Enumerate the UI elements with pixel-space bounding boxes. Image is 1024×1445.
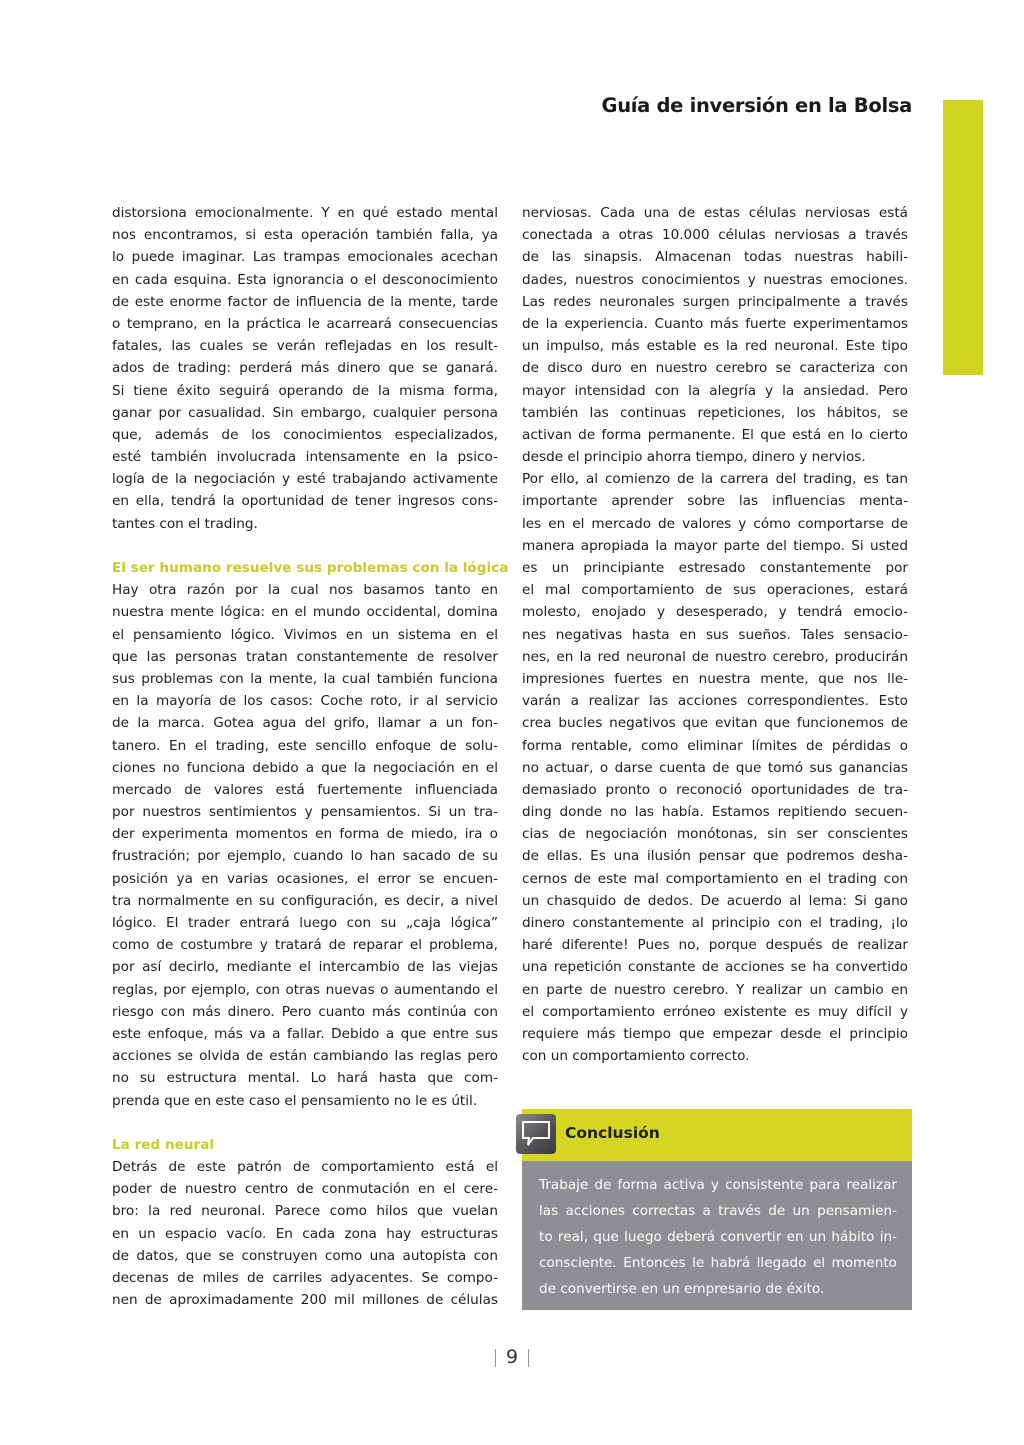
- text-line: reglas, por ejemplo, con otras nuevas o aumentando el: [112, 981, 498, 998]
- text-line: por nuestros sentimientos y pensamientos. Si un tra-: [112, 804, 498, 821]
- text-line: importante aprender sobre las influencias menta-: [522, 493, 908, 510]
- paragraph: [112, 579, 498, 1112]
- text-line: ganar por casualidad. Sin embargo, cualquier persona: [112, 404, 498, 421]
- running-header-title: Guía de inversión en la Bolsa: [601, 94, 912, 117]
- text-line: riesgo con más dinero. Pero cuanto más continúa con: [112, 1003, 498, 1020]
- text-line: frustración; por ejemplo, cuando lo han sacado de su: [112, 848, 498, 865]
- text-line: con un comportamiento correcto.: [522, 1048, 750, 1065]
- conclusion-text: [539, 1172, 897, 1302]
- text-line: mercado de valores está fuertemente influenciada: [112, 781, 498, 798]
- text-line: lógico. El trader entrará luego con su „caja lógica”: [112, 915, 498, 931]
- text-line: consciente. Entonces le habrá llegado el momento: [539, 1255, 897, 1271]
- text-line: tantes con el trading.: [112, 515, 258, 532]
- text-line: no actuar, o darse cuenta de que tomó sus ganancias: [522, 759, 908, 776]
- text-line: les en el mercado de valores y cómo comportarse de: [522, 515, 908, 532]
- speech-bubble-icon: [516, 1114, 556, 1154]
- page-number-value: 9: [505, 1346, 519, 1368]
- text-line: Detrás de este patrón de comportamiento está el: [112, 1159, 498, 1176]
- text-line: nuestra mente lógica: en el mundo occidental, domina: [112, 604, 498, 621]
- paragraph: [112, 202, 498, 535]
- paragraph-spacer: [112, 1112, 498, 1134]
- left-column: [112, 202, 509, 1311]
- paragraph-spacer: [112, 535, 498, 557]
- text-line: dinero constantemente al principio con el trading, ¡lo: [522, 915, 908, 931]
- text-line: Por ello, al comienzo de la carrera del trading, es tan: [522, 471, 908, 488]
- text-line: ados de trading: perderá más dinero que se ganará.: [112, 360, 498, 377]
- text-line: nerviosas. Cada una de estas células nerviosas está: [522, 205, 908, 221]
- text-line: de convertirse en un empresario de éxito.: [539, 1281, 825, 1297]
- page-number: [480, 1346, 544, 1368]
- text-line: en un espacio vacío. En cada zona hay estructuras: [112, 1225, 498, 1242]
- text-line: acciones se olvida de están cambiando las reglas pero: [112, 1048, 498, 1065]
- text-line: nes, en la red neuronal de nuestro cerebro, producirán: [522, 648, 908, 665]
- text-line: de disco duro en nuestro cerebro se caracteriza con: [522, 360, 908, 377]
- conclusion-box: [522, 1109, 912, 1310]
- divider: [495, 1349, 496, 1367]
- text-line: Las redes neuronales surgen principalmente a través: [522, 293, 908, 310]
- text-line: también las continuas repeticiones, los hábitos, se: [522, 404, 908, 421]
- section-heading: El ser humano resuelve sus problemas con la lógica: [112, 560, 509, 576]
- text-line: requiere más tiempo que empezar desde el principio: [522, 1025, 908, 1042]
- accent-side-bar: [943, 100, 983, 375]
- text-line: de la experiencia. Cuanto más fuerte experimentamos: [522, 315, 908, 332]
- paragraph: [112, 1156, 498, 1311]
- text-line: cernos de este mal comportamiento en el trading con: [522, 870, 908, 887]
- text-line: fatales, las cuales se verán reflejadas en los result-: [112, 338, 498, 355]
- text-line: un impulso, más estable es la red neuronal. Este tipo: [522, 338, 908, 355]
- text-line: manera apropiada la mayor parte del tiempo. Si usted: [522, 537, 908, 554]
- text-line: varán a realizar las acciones correspondientes. Esto: [522, 693, 908, 710]
- text-line: de este enorme factor de influencia de la mente, tarde: [112, 293, 498, 310]
- text-line: en parte de nuestro cerebro. Y realizar un cambio en: [522, 981, 908, 998]
- text-line: que las personas tratan constantemente de resolver: [112, 648, 498, 665]
- text-line: Si tiene éxito seguirá operando de la misma forma,: [112, 382, 498, 399]
- text-line: por así decirlo, mediante el intercambio de las viejas: [112, 959, 498, 976]
- text-line: sus problemas con la mente, la cual también funciona: [112, 670, 498, 687]
- text-line: distorsiona emocionalmente. Y en qué estado mental: [112, 205, 498, 221]
- text-line: de la marca. Gotea agua del grifo, llamar a un fon-: [112, 715, 498, 732]
- text-line: es un principiante estresado constantemente por: [522, 560, 908, 576]
- text-line: logía de la negociación y esté trabajando activamente: [112, 471, 498, 488]
- section-heading: La red neural: [112, 1136, 215, 1153]
- text-line: decenas de miles de carriles adyacentes. Se compo-: [112, 1270, 498, 1286]
- text-line: o temprano, en la práctica le acarreará consecuencias: [112, 315, 498, 332]
- paragraph: [522, 202, 908, 468]
- divider: [528, 1349, 529, 1367]
- text-line: como de costumbre y tratará de reparar el problema,: [112, 937, 498, 954]
- text-line: Trabaje de forma activa y consistente para realizar: [539, 1177, 897, 1193]
- conclusion-body: [522, 1161, 912, 1310]
- text-line: mayor intensidad con la alegría y la ansiedad. Pero: [522, 382, 908, 399]
- text-line: que, además de los conocimientos especializados,: [112, 426, 498, 443]
- text-line: ciones no funciona debido a que la negociación en el: [112, 759, 498, 776]
- text-line: nos encontramos, si esta operación también falla, ya: [112, 227, 498, 244]
- text-line: las acciones correctas a través de un pensamien-: [539, 1203, 897, 1219]
- text-line: impresiones fuertes en nuestra mente, que nos lle-: [522, 670, 908, 687]
- text-line: cias de negociación monótonas, sin ser conscientes: [522, 826, 908, 843]
- text-line: poder de nuestro centro de conmutación en el cere-: [112, 1181, 498, 1198]
- text-line: tanero. En el trading, este sencillo enfoque de solu-: [112, 737, 498, 754]
- text-line: crea bucles negativos que evitan que funcionemos de: [522, 715, 908, 732]
- text-line: to real, que luego deberá convertir en un hábito in-: [539, 1229, 897, 1245]
- text-line: una repetición constante de acciones se ha convertido: [522, 959, 908, 976]
- right-column: [522, 202, 908, 1067]
- text-line: ding donde no las había. Estamos repitiendo secuen-: [522, 804, 908, 821]
- text-line: el pensamiento lógico. Vivimos en un sistema en el: [112, 626, 498, 643]
- text-line: el comportamiento erróneo existente es muy difícil y: [522, 1003, 908, 1020]
- text-line: der experimenta momentos en forma de miedo, ira o: [112, 826, 498, 843]
- text-line: el mal comportamiento de sus operaciones, estará: [522, 582, 908, 599]
- text-line: en ella, tendrá la oportunidad de tener ingresos cons-: [112, 493, 498, 510]
- text-line: Hay otra razón por la cual nos basamos tanto en: [112, 582, 498, 599]
- text-line: demasiado pronto o reconoció oportunidades de tra-: [522, 781, 908, 798]
- text-line: dades, nuestros conocimientos y nuestras emociones.: [522, 271, 908, 288]
- text-line: bro: la red neuronal. Parece como hilos que vuelan: [112, 1203, 498, 1220]
- text-line: molesto, enojado y desesperado, y tendrá emocio-: [522, 604, 908, 621]
- text-line: de las sinapsis. Almacenan todas nuestras habili-: [522, 249, 908, 266]
- text-line: nen de aproximadamente 200 mil millones de células: [112, 1292, 498, 1309]
- text-line: en la mayoría de los casos: Coche roto, ir al servicio: [112, 693, 498, 710]
- text-line: tra normalmente en su configuración, es decir, a nivel: [112, 892, 498, 909]
- text-line: haré diferente! Pues no, porque después de realizar: [522, 937, 908, 954]
- conclusion-header: [522, 1109, 912, 1161]
- paragraph: [522, 468, 908, 1067]
- text-line: de datos, que se construyen como una autopista con: [112, 1247, 498, 1264]
- text-line: en cada esquina. Esta ignorancia o el desconocimiento: [112, 271, 498, 288]
- text-line: no su estructura mental. Lo hará hasta que com-: [112, 1070, 498, 1087]
- text-line: de ellas. Es una ilusión pensar que podremos desha-: [522, 848, 908, 865]
- text-line: esté también involucrada intensamente en la psico-: [112, 449, 498, 466]
- text-line: activan de forma permanente. El que está en lo cierto: [522, 426, 908, 443]
- text-line: este enfoque, más va a fallar. Debido a que entre sus: [112, 1025, 498, 1042]
- text-line: lo puede imaginar. Las trampas emocionales acechan: [112, 249, 498, 266]
- text-line: nes negativas hasta en sus sueños. Tales sensacio-: [522, 626, 908, 643]
- text-line: conectada a otras 10.000 células nerviosas a través: [522, 227, 908, 244]
- text-line: forma rentable, como eliminar límites de pérdidas o: [522, 737, 908, 754]
- text-line: desde el principio ahorra tiempo, dinero y nervios.: [522, 449, 866, 466]
- text-line: posición ya en varias ocasiones, el error se encuen-: [112, 870, 498, 887]
- text-line: un chasquido de dedos. De acuerdo al lema: Si gano: [522, 892, 908, 909]
- conclusion-title: Conclusión: [565, 1124, 660, 1142]
- text-line: prenda que en este caso el pensamiento no le es útil.: [112, 1092, 478, 1109]
